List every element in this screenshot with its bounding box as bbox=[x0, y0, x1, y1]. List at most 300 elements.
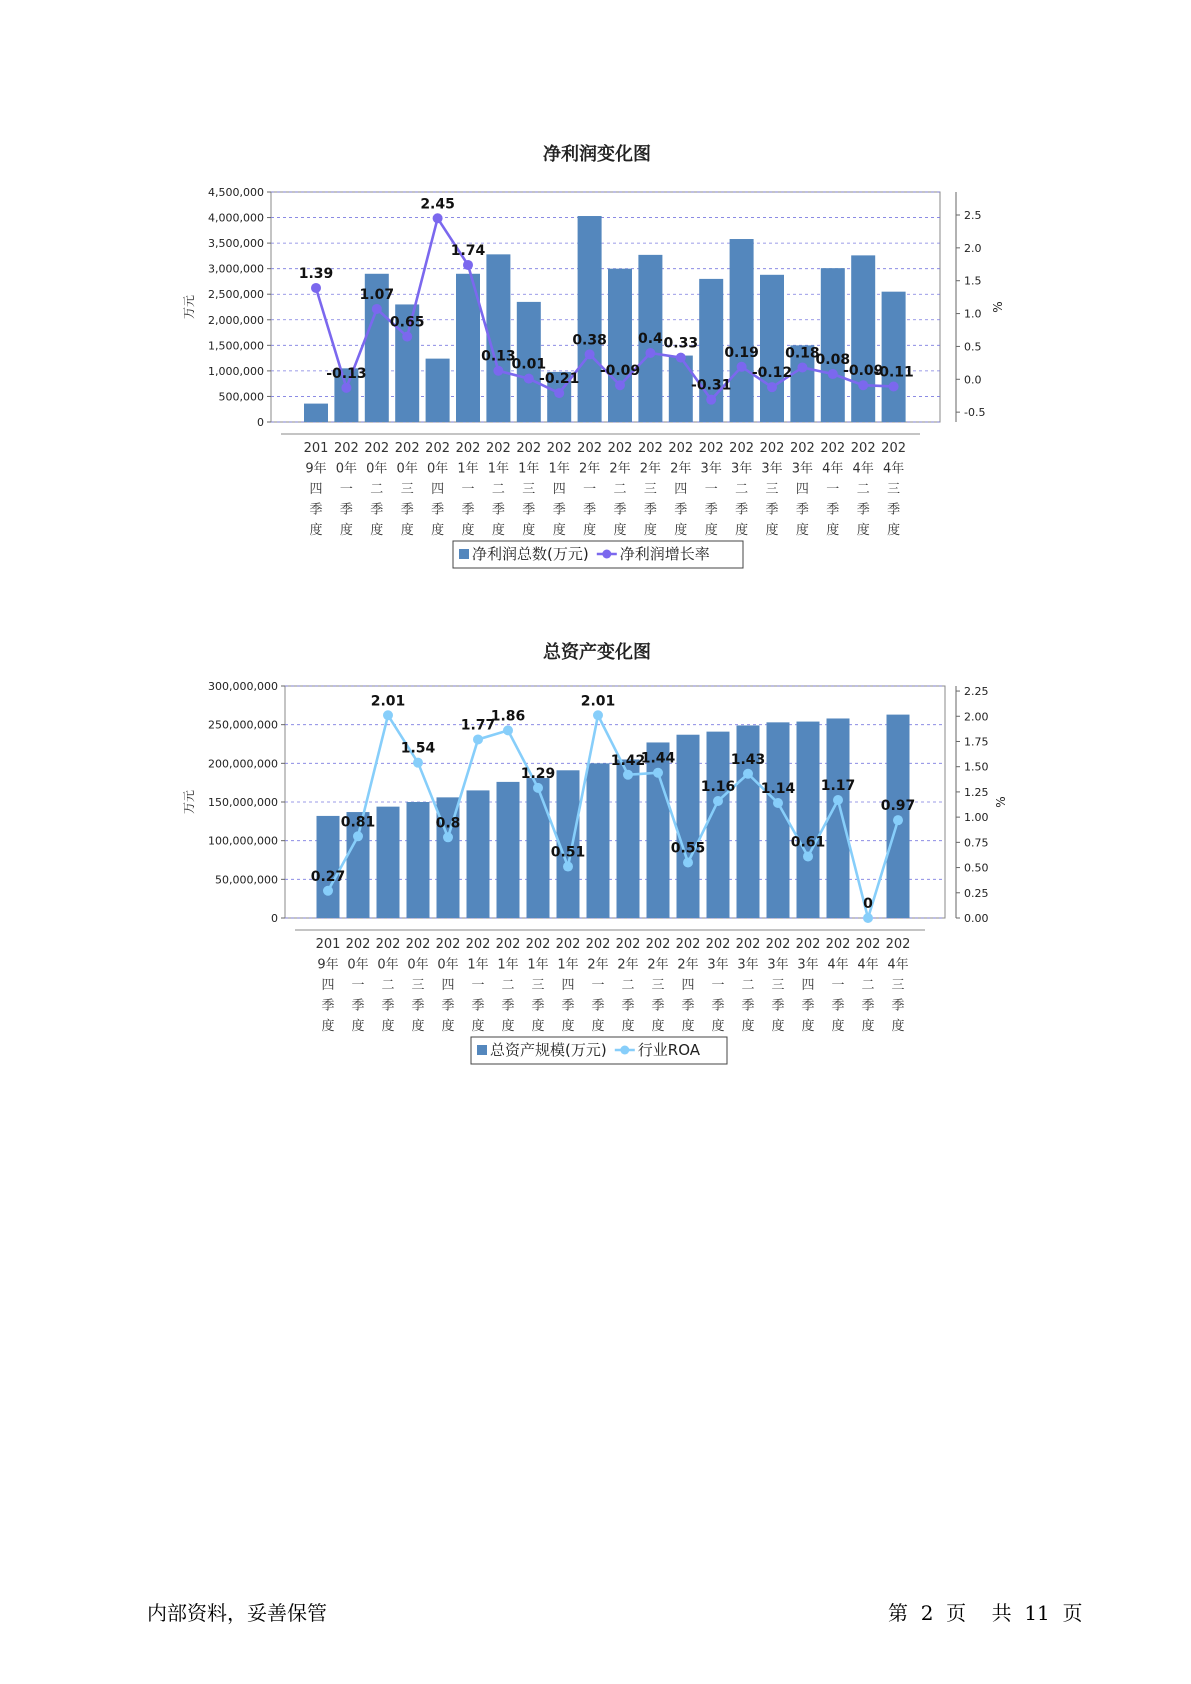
x-category-line: 度 bbox=[441, 1019, 455, 1034]
x-category-line: 季 bbox=[381, 998, 395, 1014]
x-category-line: 度 bbox=[531, 1019, 545, 1034]
line-point bbox=[341, 383, 351, 393]
y2-tick-label: 2.25 bbox=[964, 685, 989, 699]
y-tick-label: 2,500,000 bbox=[208, 288, 264, 302]
x-category-line: 度 bbox=[309, 523, 323, 538]
legend-line-marker bbox=[620, 1046, 629, 1055]
data-label: 0.55 bbox=[670, 840, 706, 857]
line-point bbox=[803, 851, 813, 861]
y-axis-label: 万元 bbox=[182, 294, 196, 320]
total-pages: 11 bbox=[1024, 1601, 1050, 1625]
line-point bbox=[473, 734, 483, 744]
x-category-line: 3年 bbox=[797, 957, 819, 973]
x-category-line: 季 bbox=[861, 998, 875, 1014]
x-category-line: 201 bbox=[303, 441, 329, 456]
line-point bbox=[503, 725, 513, 735]
bar bbox=[304, 404, 328, 422]
x-category-line: 度 bbox=[411, 1019, 425, 1034]
x-category-line: 度 bbox=[491, 523, 505, 538]
x-category-line: 202 bbox=[585, 937, 611, 952]
bar bbox=[617, 759, 640, 918]
x-category-line: 202 bbox=[607, 441, 633, 456]
x-category-label bbox=[406, 937, 431, 1034]
x-category-line: 度 bbox=[621, 1019, 635, 1034]
bar bbox=[730, 239, 754, 422]
x-category-line: 202 bbox=[850, 441, 876, 456]
data-label: 2.01 bbox=[580, 693, 616, 710]
data-label: 0.19 bbox=[724, 344, 759, 361]
data-label: 1.07 bbox=[359, 286, 395, 303]
x-category-line: 度 bbox=[351, 1019, 365, 1034]
bar bbox=[669, 356, 693, 422]
x-category-label bbox=[456, 441, 481, 538]
y-tick-label: 100,000,000 bbox=[208, 834, 278, 848]
x-category-line: 季 bbox=[831, 998, 845, 1014]
x-category-line: 度 bbox=[765, 523, 779, 538]
x-category-line: 3年 bbox=[707, 957, 729, 973]
x-category-line: 3年 bbox=[737, 957, 759, 973]
line-point bbox=[353, 831, 363, 841]
data-label: 0.33 bbox=[663, 335, 699, 352]
data-label: 0.61 bbox=[790, 834, 826, 851]
x-category-label bbox=[886, 937, 911, 1034]
y2-tick-label: 2.5 bbox=[964, 209, 982, 222]
x-category-line: 202 bbox=[425, 441, 451, 456]
x-category-label bbox=[856, 937, 881, 1034]
x-category-line: 度 bbox=[795, 523, 809, 538]
x-category-line: 四 bbox=[795, 482, 809, 497]
x-category-label bbox=[436, 937, 461, 1034]
data-label: 0.01 bbox=[511, 356, 547, 373]
x-category-line: 0年 bbox=[377, 957, 399, 973]
line-point bbox=[676, 353, 686, 363]
data-label: 0.27 bbox=[310, 868, 346, 885]
x-category-line: 1年 bbox=[548, 461, 570, 477]
x-category-line: 二 bbox=[735, 482, 749, 497]
x-category-line: 3年 bbox=[730, 461, 753, 477]
x-category-line: 度 bbox=[861, 1019, 875, 1034]
x-category-line: 季 bbox=[461, 502, 475, 518]
x-category-line: 一 bbox=[339, 482, 353, 497]
legend bbox=[471, 1037, 727, 1064]
x-category-line: 度 bbox=[400, 523, 414, 538]
x-category-label bbox=[516, 441, 541, 538]
x-category-line: 2年 bbox=[617, 957, 639, 973]
data-label: -0.21 bbox=[539, 371, 580, 388]
y2-tick-label: 1.75 bbox=[964, 735, 989, 749]
x-category-line: 三 bbox=[771, 978, 785, 993]
x-category-line: 三 bbox=[411, 978, 425, 993]
x-category-line: 三 bbox=[643, 482, 657, 497]
data-label: 1.42 bbox=[610, 752, 646, 769]
data-label: 0.08 bbox=[815, 352, 851, 369]
y2-tick-label: 1.0 bbox=[964, 307, 982, 321]
x-category-line: 202 bbox=[675, 937, 701, 952]
line-point bbox=[533, 783, 543, 793]
x-category-label bbox=[616, 937, 641, 1034]
data-label: 0.51 bbox=[550, 844, 586, 861]
data-label: -0.11 bbox=[873, 364, 914, 381]
x-category-line: 四 bbox=[431, 482, 445, 497]
x-category-line: 0年 bbox=[396, 461, 418, 477]
x-category-line: 202 bbox=[645, 937, 671, 952]
bar bbox=[497, 782, 520, 918]
total-label-prefix: 共 bbox=[991, 1601, 1012, 1625]
x-category-line: 1年 bbox=[467, 957, 489, 973]
data-label: 0.81 bbox=[340, 814, 376, 831]
x-category-line: 度 bbox=[461, 523, 475, 538]
y2-axis-label: % bbox=[991, 301, 1005, 313]
x-category-line: 4年 bbox=[887, 957, 909, 973]
data-label: -0.13 bbox=[326, 365, 367, 382]
x-category-label bbox=[547, 441, 572, 538]
x-category-line: 三 bbox=[522, 482, 536, 497]
y2-tick-label: 0.0 bbox=[964, 373, 982, 387]
total-label-suffix: 页 bbox=[1062, 1601, 1083, 1625]
x-category-line: 202 bbox=[668, 441, 694, 456]
x-category-line: 202 bbox=[705, 937, 731, 952]
x-category-line: 202 bbox=[885, 937, 911, 952]
x-category-line: 季 bbox=[795, 502, 809, 518]
y-tick-label: 1,000,000 bbox=[208, 364, 264, 378]
x-category-line: 0年 bbox=[335, 461, 358, 477]
x-category-line: 二 bbox=[741, 978, 755, 993]
line-point bbox=[311, 283, 321, 293]
x-category-label bbox=[304, 441, 329, 538]
x-category-line: 季 bbox=[735, 502, 749, 518]
y2-tick-label: 0.25 bbox=[964, 886, 989, 900]
x-category-line: 202 bbox=[455, 441, 481, 456]
x-category-line: 季 bbox=[741, 998, 755, 1014]
x-category-label bbox=[851, 441, 876, 538]
x-category-line: 202 bbox=[820, 441, 846, 456]
x-category-line: 季 bbox=[491, 502, 505, 518]
y-tick-label: 4,500,000 bbox=[208, 186, 264, 199]
x-category-label bbox=[729, 441, 754, 538]
y2-axis-label: % bbox=[994, 796, 1008, 808]
y2-tick-label: 1.5 bbox=[964, 274, 982, 288]
y2-tick-label: 1.25 bbox=[964, 785, 989, 799]
x-category-line: 1年 bbox=[557, 957, 579, 973]
y-tick-label: 3,000,000 bbox=[208, 262, 264, 276]
bar bbox=[527, 778, 550, 918]
x-category-label bbox=[577, 441, 602, 538]
current-page: 2 bbox=[920, 1601, 934, 1625]
line-point bbox=[413, 758, 423, 768]
x-category-line: 2年 bbox=[587, 957, 609, 973]
data-label: -0.31 bbox=[691, 377, 732, 394]
x-category-line: 季 bbox=[801, 998, 815, 1014]
x-category-label bbox=[736, 937, 761, 1034]
x-category-line: 季 bbox=[613, 502, 627, 518]
x-category-line: 四 bbox=[552, 482, 566, 497]
x-category-line: 季 bbox=[431, 502, 445, 518]
x-category-label bbox=[608, 441, 633, 538]
line-point bbox=[554, 388, 564, 398]
x-category-label bbox=[526, 937, 551, 1034]
x-category-line: 季 bbox=[856, 502, 870, 518]
data-label: 1.77 bbox=[460, 717, 496, 734]
x-category-line: 202 bbox=[555, 937, 581, 952]
line-point bbox=[863, 913, 873, 923]
x-category-line: 202 bbox=[495, 937, 521, 952]
x-category-label bbox=[646, 937, 671, 1034]
bar bbox=[377, 807, 400, 918]
x-category-line: 202 bbox=[435, 937, 461, 952]
x-category-line: 季 bbox=[681, 998, 695, 1014]
data-label: 1.29 bbox=[520, 765, 556, 782]
x-category-line: 度 bbox=[501, 1019, 515, 1034]
x-category-line: 四 bbox=[321, 978, 335, 993]
x-category-line: 202 bbox=[375, 937, 401, 952]
x-category-line: 202 bbox=[795, 937, 821, 952]
x-category-line: 季 bbox=[704, 502, 718, 518]
x-category-line: 1年 bbox=[497, 957, 519, 973]
x-category-line: 二 bbox=[861, 978, 875, 993]
x-category-line: 四 bbox=[309, 482, 323, 497]
x-category-line: 季 bbox=[711, 998, 725, 1014]
x-category-line: 四 bbox=[801, 978, 815, 993]
x-category-line: 四 bbox=[441, 978, 455, 993]
x-category-label bbox=[790, 441, 815, 538]
x-category-label bbox=[668, 441, 693, 538]
line-point bbox=[833, 795, 843, 805]
data-label: 1.86 bbox=[490, 708, 526, 725]
y2-tick-label: 0.00 bbox=[964, 912, 989, 925]
data-label: -0.09 bbox=[599, 363, 641, 380]
x-category-line: 202 bbox=[698, 441, 724, 456]
line-point bbox=[443, 832, 453, 842]
data-label: -0.09 bbox=[843, 363, 884, 380]
x-category-line: 二 bbox=[613, 482, 627, 497]
bar bbox=[760, 275, 784, 422]
x-category-line: 一 bbox=[583, 482, 597, 497]
line-point bbox=[383, 710, 393, 720]
line-point bbox=[433, 213, 443, 223]
x-category-label bbox=[820, 441, 845, 538]
x-category-line: 季 bbox=[591, 998, 605, 1014]
line-point bbox=[645, 348, 655, 358]
data-label: 2.01 bbox=[370, 693, 406, 710]
y-tick-label: 200,000,000 bbox=[208, 757, 278, 771]
x-category-line: 一 bbox=[711, 978, 725, 993]
x-category-line: 季 bbox=[552, 502, 566, 518]
x-category-line: 二 bbox=[491, 482, 505, 497]
x-category-line: 0年 bbox=[366, 461, 388, 477]
x-category-line: 9年 bbox=[317, 957, 339, 973]
bar bbox=[797, 722, 820, 918]
line-point bbox=[889, 382, 899, 392]
x-category-line: 季 bbox=[411, 998, 425, 1014]
chart-title: 总资产变化图 bbox=[543, 642, 651, 663]
line-point bbox=[893, 815, 903, 825]
line-point bbox=[737, 362, 747, 372]
x-category-line: 季 bbox=[826, 502, 840, 518]
x-category-line: 1年 bbox=[487, 461, 510, 477]
x-category-line: 度 bbox=[735, 523, 749, 538]
x-category-line: 1年 bbox=[527, 957, 549, 973]
x-category-line: 202 bbox=[825, 937, 851, 952]
x-category-label bbox=[316, 937, 341, 1034]
legend-line-label: 净利润增长率 bbox=[619, 545, 710, 563]
data-label: 1.17 bbox=[820, 777, 856, 794]
x-category-line: 季 bbox=[891, 998, 905, 1014]
line-point bbox=[653, 768, 663, 778]
x-category-label bbox=[346, 937, 371, 1034]
x-category-line: 二 bbox=[381, 978, 395, 993]
x-category-line: 季 bbox=[771, 998, 785, 1014]
line-point bbox=[402, 332, 412, 342]
x-category-line: 季 bbox=[471, 998, 485, 1014]
x-category-line: 度 bbox=[552, 523, 566, 538]
x-category-line: 四 bbox=[674, 482, 688, 497]
x-category-line: 202 bbox=[525, 937, 551, 952]
footer-confidential-note: 内部资料，妥善保管 bbox=[147, 1601, 327, 1625]
line-point bbox=[524, 374, 534, 384]
data-label: 1.39 bbox=[298, 265, 334, 282]
x-category-line: 0年 bbox=[407, 957, 429, 973]
y2-tick-label: -0.5 bbox=[964, 406, 986, 420]
x-category-line: 2年 bbox=[578, 461, 601, 477]
x-category-line: 度 bbox=[741, 1019, 755, 1034]
x-category-line: 202 bbox=[577, 441, 603, 456]
data-label: 1.74 bbox=[450, 242, 486, 259]
x-category-line: 202 bbox=[516, 441, 542, 456]
x-category-line: 度 bbox=[771, 1019, 785, 1034]
x-category-line: 4年 bbox=[857, 957, 879, 973]
data-label: 0.18 bbox=[785, 345, 820, 362]
x-category-line: 0年 bbox=[347, 957, 369, 973]
data-label: 1.16 bbox=[700, 778, 736, 795]
x-category-line: 三 bbox=[651, 978, 665, 993]
x-category-line: 3年 bbox=[767, 957, 789, 973]
bar bbox=[608, 269, 632, 422]
x-category-line: 三 bbox=[887, 482, 901, 497]
line-point bbox=[683, 858, 693, 868]
x-category-line: 度 bbox=[651, 1019, 665, 1034]
data-label: 0.13 bbox=[481, 348, 516, 365]
x-category-line: 度 bbox=[891, 1019, 905, 1034]
x-category-line: 度 bbox=[591, 1019, 605, 1034]
y-tick-label: 2,000,000 bbox=[208, 313, 264, 327]
x-category-line: 度 bbox=[321, 1019, 335, 1034]
x-category-line: 三 bbox=[400, 482, 414, 497]
x-category-line: 四 bbox=[561, 978, 575, 993]
data-label: 0.97 bbox=[880, 798, 916, 815]
x-category-line: 4年 bbox=[882, 461, 905, 477]
x-category-line: 四 bbox=[681, 978, 695, 993]
x-category-line: 季 bbox=[621, 998, 635, 1014]
x-category-line: 4年 bbox=[827, 957, 849, 973]
x-category-line: 202 bbox=[735, 937, 761, 952]
x-category-line: 2年 bbox=[647, 957, 669, 973]
x-category-line: 度 bbox=[583, 523, 597, 538]
x-category-label bbox=[334, 441, 359, 538]
x-category-label bbox=[586, 937, 611, 1034]
x-category-line: 季 bbox=[501, 998, 515, 1014]
bar bbox=[882, 292, 906, 422]
x-category-line: 一 bbox=[704, 482, 718, 497]
line-point bbox=[767, 382, 777, 392]
x-category-label bbox=[760, 441, 785, 538]
x-category-label bbox=[796, 937, 821, 1034]
x-category-line: 度 bbox=[561, 1019, 575, 1034]
y-tick-label: 4,000,000 bbox=[208, 211, 264, 225]
bar bbox=[426, 359, 450, 422]
x-category-line: 202 bbox=[615, 937, 641, 952]
x-category-line: 季 bbox=[674, 502, 688, 518]
x-category-line: 度 bbox=[826, 523, 840, 538]
x-category-line: 季 bbox=[441, 998, 455, 1014]
y-tick-label: 0 bbox=[257, 416, 264, 429]
x-category-line: 季 bbox=[309, 502, 323, 518]
y2-tick-label: 0.5 bbox=[964, 340, 982, 354]
line-point bbox=[773, 798, 783, 808]
data-label: 1.44 bbox=[640, 750, 676, 767]
x-category-line: 度 bbox=[643, 523, 657, 538]
x-category-line: 1年 bbox=[457, 461, 479, 477]
y-tick-label: 500,000 bbox=[218, 390, 264, 404]
x-category-line: 度 bbox=[339, 523, 353, 538]
x-category-label bbox=[638, 441, 663, 538]
bar bbox=[467, 790, 490, 918]
x-category-line: 202 bbox=[333, 441, 359, 456]
x-category-line: 202 bbox=[485, 441, 511, 456]
chart-title: 净利润变化图 bbox=[543, 144, 651, 165]
legend-bar-swatch bbox=[477, 1045, 487, 1055]
x-category-line: 一 bbox=[826, 482, 840, 497]
y-tick-label: 150,000,000 bbox=[208, 796, 278, 809]
x-category-line: 度 bbox=[674, 523, 688, 538]
x-category-line: 度 bbox=[704, 523, 718, 538]
x-category-label bbox=[395, 441, 420, 538]
line-point bbox=[797, 362, 807, 372]
x-category-line: 二 bbox=[856, 482, 870, 497]
x-category-line: 度 bbox=[431, 523, 445, 538]
x-category-line: 度 bbox=[887, 523, 901, 538]
line-point bbox=[585, 349, 595, 359]
x-category-line: 2年 bbox=[639, 461, 662, 477]
x-category-line: 度 bbox=[801, 1019, 815, 1034]
net-profit-chart bbox=[0, 130, 1191, 600]
x-category-label bbox=[496, 937, 521, 1034]
x-category-line: 4年 bbox=[822, 461, 844, 477]
bar bbox=[407, 802, 430, 918]
line-point bbox=[828, 369, 838, 379]
line-point bbox=[623, 770, 633, 780]
x-category-line: 9年 bbox=[305, 461, 327, 477]
data-label: 1.54 bbox=[400, 740, 436, 757]
data-label: 1.43 bbox=[730, 751, 766, 768]
y2-tick-label: 1.50 bbox=[964, 760, 989, 774]
legend-bar-label: 净利润总数(万元) bbox=[472, 545, 589, 563]
data-label: -0.12 bbox=[751, 365, 793, 382]
data-label: 1.14 bbox=[760, 781, 796, 798]
page-label-suffix: 页 bbox=[946, 1601, 967, 1625]
x-category-line: 季 bbox=[370, 502, 384, 518]
x-category-line: 2年 bbox=[609, 461, 631, 477]
x-category-line: 季 bbox=[561, 998, 575, 1014]
x-category-line: 度 bbox=[681, 1019, 695, 1034]
x-category-line: 度 bbox=[471, 1019, 485, 1034]
x-category-line: 三 bbox=[891, 978, 905, 993]
x-category-line: 3年 bbox=[700, 461, 722, 477]
y-axis-label: 万元 bbox=[182, 789, 196, 815]
x-category-line: 一 bbox=[591, 978, 605, 993]
x-category-line: 2年 bbox=[677, 957, 699, 973]
x-category-line: 202 bbox=[546, 441, 572, 456]
data-label: 0.4 bbox=[637, 331, 663, 347]
